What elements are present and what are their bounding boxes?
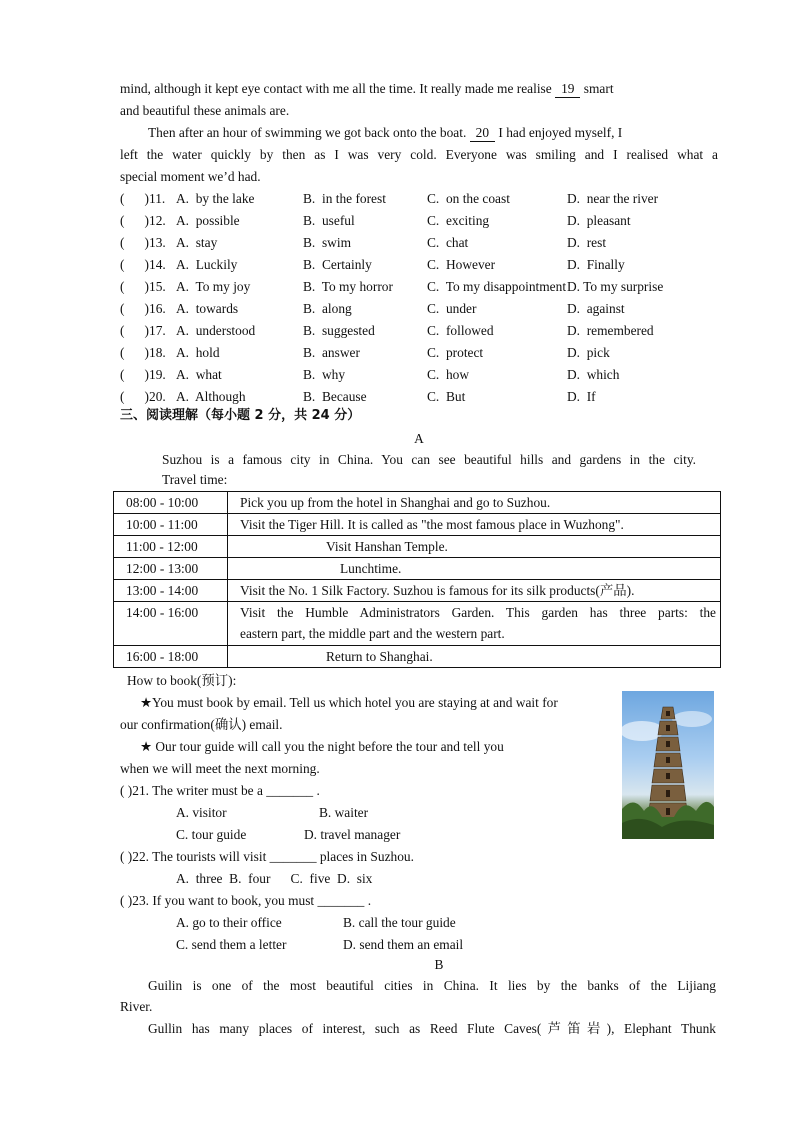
option-b: B. To my horror [303, 279, 393, 294]
cloze-question-row [120, 188, 718, 210]
question-number: ( )15. [120, 279, 166, 294]
option-b: B. Certainly [303, 257, 372, 272]
option: A. go to their office [176, 915, 282, 930]
cloze-question-row [120, 364, 718, 386]
option-d: D. pick [567, 345, 610, 360]
option-c: C. chat [427, 235, 469, 250]
event-text: eastern part, the middle part and the western part. [240, 626, 505, 641]
book-line: our confirmation(确认) email. [120, 717, 283, 732]
option-a: A. possible [176, 213, 240, 228]
option-d: D. which [567, 367, 620, 382]
option: D. travel manager [304, 827, 401, 842]
option-b: B. Because [303, 389, 367, 404]
option-d: D. pleasant [567, 213, 631, 228]
passage-line: and beautiful these animals are. [120, 103, 290, 118]
passage-a-intro: Suzhou is a famous city in China. You can see beautiful hills and gardens in the city. [162, 452, 696, 467]
cloze-questions [120, 188, 718, 408]
schedule-event [228, 646, 721, 668]
option-b: B. along [303, 301, 352, 316]
option-c: C. But [427, 389, 466, 404]
event-text: Return to Shanghai. [326, 649, 433, 664]
question-number: ( )20. [120, 389, 166, 404]
pagoda-icon [622, 691, 714, 839]
cloze-question-row [120, 298, 718, 320]
option-c: C. how [427, 367, 470, 382]
schedule-row [114, 492, 721, 514]
tiger-hill-pagoda-image [622, 691, 714, 839]
schedule-row [114, 558, 721, 580]
question-23: ( )23. If you want to book, you must _______ . [120, 893, 372, 908]
blank-20: 20 [470, 125, 495, 142]
option-a: A. hold [176, 345, 220, 360]
schedule-event [228, 602, 721, 646]
schedule-event [228, 536, 721, 558]
option-d: D. Finally [567, 257, 625, 272]
option-a: A. stay [176, 235, 218, 250]
option-c: C. However [427, 257, 496, 272]
cloze-question-row [120, 276, 718, 298]
passage-b-line: River. [120, 999, 153, 1014]
question-number: ( )12. [120, 213, 166, 228]
question-21: ( )21. The writer must be a _______ . [120, 783, 320, 798]
schedule-row [114, 580, 721, 602]
option-d: D. If [567, 389, 596, 404]
passage-line [120, 78, 718, 100]
option-c: C. on the coast [427, 191, 510, 206]
schedule-row [114, 536, 721, 558]
passage-a-label: A [414, 431, 424, 446]
option-b: B. answer [303, 345, 360, 360]
schedule-time: 14:00 - 16:00 [114, 602, 228, 646]
schedule-event [228, 580, 721, 602]
schedule-time: 10:00 - 11:00 [114, 514, 228, 536]
question-number: ( )13. [120, 235, 166, 250]
question-number: ( )11. [120, 191, 166, 206]
schedule-row [114, 646, 721, 668]
option-a: A. To my joy [176, 279, 251, 294]
schedule-event [228, 514, 721, 536]
question-22: ( )22. The tourists will visit _______ places in Suzhou. [120, 849, 414, 864]
option-d: D. against [567, 301, 625, 316]
passage-ending [120, 78, 718, 188]
schedule-time: 16:00 - 18:00 [114, 646, 228, 668]
option-d: D. rest [567, 235, 607, 250]
cloze-question-row [120, 342, 718, 364]
option: B. call the tour guide [343, 915, 456, 930]
question-number: ( )14. [120, 257, 166, 272]
text: mind, although it kept eye contact with me all the time. It really made me realise [120, 81, 556, 96]
option: B. waiter [319, 805, 369, 820]
option: C. send them a letter [176, 937, 287, 952]
option-d: D. near the river [567, 191, 659, 206]
book-line: ★You must book by email. Tell us which hotel you are staying at and wait for [140, 695, 558, 710]
blank-19: 19 [555, 81, 580, 98]
question-number: ( )17. [120, 323, 166, 338]
option-b: B. in the forest [303, 191, 386, 206]
travel-time-label: Travel time: [162, 472, 228, 487]
option-c: C. under [427, 301, 477, 316]
book-line: when we will meet the next morning. [120, 761, 320, 776]
cloze-question-row [120, 254, 718, 276]
question-number: ( )19. [120, 367, 166, 382]
passage-line: special moment we’d had. [120, 169, 261, 184]
option-b: B. swim [303, 235, 351, 250]
passage-b-label: B [434, 957, 444, 972]
cloze-question-row [120, 210, 718, 232]
passage-line: left the water quickly by then as I was very cold. Everyone was smiling and I realised what a [120, 147, 718, 162]
option-d: D. remembered [567, 323, 654, 338]
question-number: ( )18. [120, 345, 166, 360]
schedule-row [114, 514, 721, 536]
option-d: D. To my surprise [567, 279, 664, 294]
event-text: Pick you up from the hotel in Shanghai and go to Suzhou. [240, 495, 551, 510]
question-number: ( )16. [120, 301, 166, 316]
text: I had enjoyed myself, I [495, 125, 623, 140]
schedule-time: 13:00 - 14:00 [114, 580, 228, 602]
option: C. tour guide [176, 827, 247, 842]
option-b: B. suggested [303, 323, 375, 338]
event-text: Lunchtime. [340, 561, 402, 576]
cloze-question-row [120, 320, 718, 342]
event-text: Visit the Humble Administrators Garden. This garden has three parts: the [240, 605, 716, 620]
text: smart [580, 81, 614, 96]
passage-b-line: Guilin is one of the most beautiful cities in China. It lies by the banks of the Lijiang [148, 978, 716, 993]
book-line: ★ Our tour guide will call you the night before the tour and tell you [140, 739, 504, 754]
option: D. send them an email [343, 937, 464, 952]
option-c: C. exciting [427, 213, 490, 228]
schedule-event [228, 492, 721, 514]
option-a: A. what [176, 367, 222, 382]
option-c: C. To my disappointment [427, 279, 567, 294]
option-a: A. Luckily [176, 257, 238, 272]
option-b: B. useful [303, 213, 355, 228]
schedule-table [113, 491, 721, 668]
section-title: 三、阅读理解（每小题 2 分，共 24 分） [120, 408, 361, 423]
option-b: B. why [303, 367, 346, 382]
option-a: A. towards [176, 301, 239, 316]
option-c: C. protect [427, 345, 484, 360]
option-c: C. followed [427, 323, 494, 338]
option-a: A. by the lake [176, 191, 255, 206]
option-a: A. Although [176, 389, 246, 404]
schedule-time: 11:00 - 12:00 [114, 536, 228, 558]
text: Then after an hour of swimming we got back onto the boat. [148, 125, 470, 140]
schedule-time: 12:00 - 13:00 [114, 558, 228, 580]
event-text: Visit Hanshan Temple. [326, 539, 448, 554]
passage-b-line: Gullin has many places of interest, such as Reed Flute Caves(芦笛岩), Elephant Thunk [148, 1021, 716, 1036]
schedule-time: 08:00 - 10:00 [114, 492, 228, 514]
cloze-question-row [120, 232, 718, 254]
event-text: Visit the Tiger Hill. It is called as "the most famous place in Wuzhong". [240, 517, 624, 532]
options: A. three B. four C. five D. six [176, 871, 373, 886]
option: A. visitor [176, 805, 227, 820]
schedule-event [228, 558, 721, 580]
how-to-book: How to book(预订): [127, 673, 237, 688]
option-a: A. understood [176, 323, 256, 338]
event-text: Visit the No. 1 Silk Factory. Suzhou is famous for its silk products(产品). [240, 583, 635, 598]
schedule-row [114, 602, 721, 646]
passage-line [120, 122, 718, 144]
